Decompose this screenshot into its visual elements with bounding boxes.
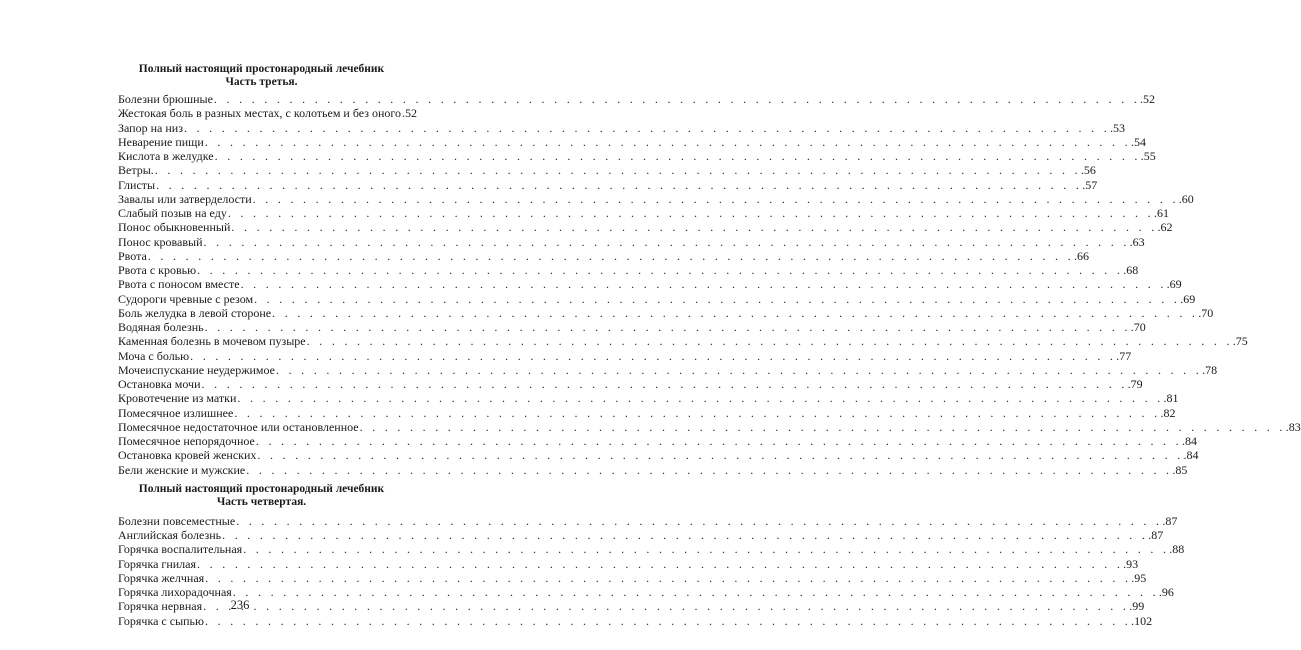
dot-leader [257, 448, 1183, 462]
entry-page: .78 [1202, 362, 1218, 377]
entry-title: Кислота в желудке [118, 149, 214, 163]
dot-leader [237, 391, 1163, 405]
toc-entry [118, 291, 1196, 306]
entry-page: .82 [1160, 405, 1176, 420]
toc-entry [118, 220, 1173, 235]
dot-leader [241, 277, 1167, 291]
toc-entry [118, 163, 1096, 178]
entry-page: .84 [1183, 448, 1199, 463]
entry-title: Рвота с кровью [118, 263, 197, 277]
entry-page: .68 [1123, 263, 1139, 277]
toc-entry [118, 248, 1089, 263]
entry-page: .60 [1178, 191, 1194, 206]
dot-leader [155, 163, 1081, 177]
dot-leader [253, 192, 1179, 206]
dot-leader [205, 135, 1131, 149]
entry-title: Судороги чревные с резом [118, 291, 254, 306]
entry-page: .88 [1169, 542, 1185, 557]
dot-leader [360, 420, 1286, 434]
entry-page: .53 [1110, 120, 1126, 135]
entry-page: .84 [1181, 434, 1197, 448]
entry-page: .79 [1127, 377, 1143, 391]
entry-title: Рвота с поносом вместе [118, 277, 240, 292]
dot-leader [236, 514, 1162, 528]
entry-title: Завалы или затверделости [118, 191, 252, 206]
entry-title: Помесячное недостаточное или остановленное [118, 419, 359, 434]
entry-title: Жестокая боль в разных местах, с колотьем и без оного [118, 106, 402, 121]
entry-page: .69 [1166, 277, 1182, 292]
entry-page: .66 [1073, 248, 1089, 263]
entry-page: .54 [1130, 134, 1146, 149]
section-part-three [118, 63, 1301, 477]
entry-page: .96 [1158, 585, 1174, 599]
entry-title: Понос обыкновенный [118, 220, 231, 235]
entry-title: Каменная болезнь в мочевом пузыре [118, 334, 306, 349]
section-heading-part: Часть четвертая. [216, 495, 307, 508]
entry-title: Бели женские и мужские [118, 462, 246, 477]
entry-page: .93 [1123, 556, 1139, 571]
dot-leader [272, 306, 1198, 320]
entry-title: Горячка нервная [118, 599, 203, 614]
dot-leader [234, 406, 1160, 420]
section-heading-part: Часть третья. [225, 76, 298, 88]
entry-page: .99 [1129, 599, 1145, 614]
entry-title: Ветры. [118, 163, 154, 178]
entry-page: .61 [1153, 206, 1169, 220]
toc-entry [118, 277, 1182, 292]
toc-entry [118, 448, 1199, 463]
toc-entry [118, 613, 1153, 628]
toc-entry [118, 92, 1156, 106]
dot-leader [254, 292, 1180, 306]
toc-entry [118, 405, 1176, 420]
entry-title: Глисты [118, 177, 156, 192]
toc-entry [118, 542, 1185, 557]
entry-page: .77 [1116, 348, 1132, 363]
entry-page: .55 [1140, 149, 1156, 163]
table-of-contents [118, 63, 1301, 633]
entry-title: Остановка мочи [118, 377, 201, 391]
entry-title: Помесячное непорядочное [118, 434, 255, 448]
dot-leader [214, 92, 1140, 106]
toc-entry [118, 263, 1139, 277]
entry-page: .57 [1082, 177, 1098, 192]
entry-title: Остановка кровей женских [118, 448, 257, 463]
toc-entry [118, 134, 1146, 149]
entry-page: .69 [1180, 291, 1196, 306]
dot-leader [222, 528, 1148, 542]
toc-entry [118, 348, 1132, 363]
entry-page: .75 [1232, 334, 1248, 349]
toc-entry [118, 434, 1197, 448]
entry-page: .70 [1198, 305, 1214, 320]
entry-page: .85 [1172, 462, 1188, 477]
toc-entry [118, 206, 1169, 220]
dot-leader [205, 571, 1131, 585]
entry-title: Горячка лихорадочная [118, 585, 232, 599]
entry-title: Помесячное излишнее [118, 405, 234, 420]
dot-leader [205, 320, 1131, 334]
entry-title: Водяная болезнь [118, 320, 204, 334]
entry-title: Слабый позыв на еду [118, 206, 227, 220]
entry-page: .52 [1140, 92, 1156, 106]
entry-page: .83 [1285, 419, 1301, 434]
entry-title: Болезни брюшные [118, 92, 213, 106]
entry-title: Рвота [118, 248, 147, 263]
toc-entry [118, 419, 1301, 434]
dot-leader [215, 149, 1141, 163]
toc-entry [118, 362, 1218, 377]
dot-leader [197, 557, 1123, 571]
toc-entry [118, 570, 1147, 585]
section-heading-title: Полный настоящий простонародный лечебник [138, 482, 385, 495]
toc-entry [118, 305, 1214, 320]
toc-entry [118, 234, 1145, 249]
dot-leader [148, 249, 1074, 263]
entry-title: Понос кровавый [118, 234, 203, 249]
entry-page: .81 [1163, 391, 1179, 406]
toc-entry [118, 177, 1098, 192]
dot-leader [307, 334, 1233, 348]
toc-entry [118, 462, 1188, 477]
entry-page: .62 [1157, 220, 1173, 235]
dot-leader [184, 121, 1110, 135]
toc-entry [118, 149, 1156, 163]
entry-title: Запор на низ [118, 120, 183, 135]
dot-leader [243, 542, 1169, 556]
dot-leader [231, 220, 1157, 234]
dot-leader [256, 434, 1182, 448]
dot-leader [156, 178, 1082, 192]
entry-title: Боль желудка в левой стороне [118, 305, 272, 320]
toc-entry [118, 334, 1248, 349]
dot-leader [204, 235, 1130, 249]
entry-page: .87 [1162, 513, 1178, 528]
toc-entry [118, 391, 1179, 406]
toc-entry [118, 528, 1164, 542]
toc-entry [118, 106, 418, 121]
entry-title: Горячка с сыпью [118, 613, 204, 628]
entries-list [118, 92, 1301, 477]
entry-title: Моча с болью [118, 348, 190, 363]
entry-page: .63 [1129, 234, 1145, 249]
toc-entry [118, 556, 1139, 571]
entry-page: .56 [1080, 163, 1096, 178]
dot-leader [202, 377, 1128, 391]
dot-leader [276, 363, 1202, 377]
entry-title: Болезни повсеместные [118, 513, 236, 528]
entry-page: .95 [1131, 570, 1147, 585]
entry-title: Горячка гнилая [118, 556, 197, 571]
toc-entry [118, 377, 1143, 391]
section-heading-title: Полный настоящий простонародный лечебник [138, 63, 385, 75]
entry-page: .102 [1131, 613, 1153, 628]
toc-entry [118, 320, 1146, 334]
page-number: 236 [230, 598, 250, 612]
dot-leader [197, 263, 1123, 277]
dot-leader [246, 463, 1172, 477]
dot-leader [190, 349, 1116, 363]
entry-title: Горячка желчная [118, 570, 205, 585]
dot-leader [205, 614, 1131, 628]
entry-title: Горячка воспалительная [118, 542, 243, 557]
entry-page: .70 [1130, 320, 1146, 334]
dot-leader [228, 206, 1154, 220]
entry-title: Мочеиспускание неудержимое [118, 362, 275, 377]
toc-entry [118, 120, 1126, 135]
entry-title: Неварение пищи [118, 134, 204, 149]
toc-entry [118, 191, 1194, 206]
entry-title: Кровотечение из матки [118, 391, 237, 406]
entry-title: Английская болезнь [118, 528, 222, 542]
toc-entry [118, 513, 1178, 528]
entry-page: .87 [1148, 528, 1164, 542]
entry-page: .52 [402, 106, 418, 121]
